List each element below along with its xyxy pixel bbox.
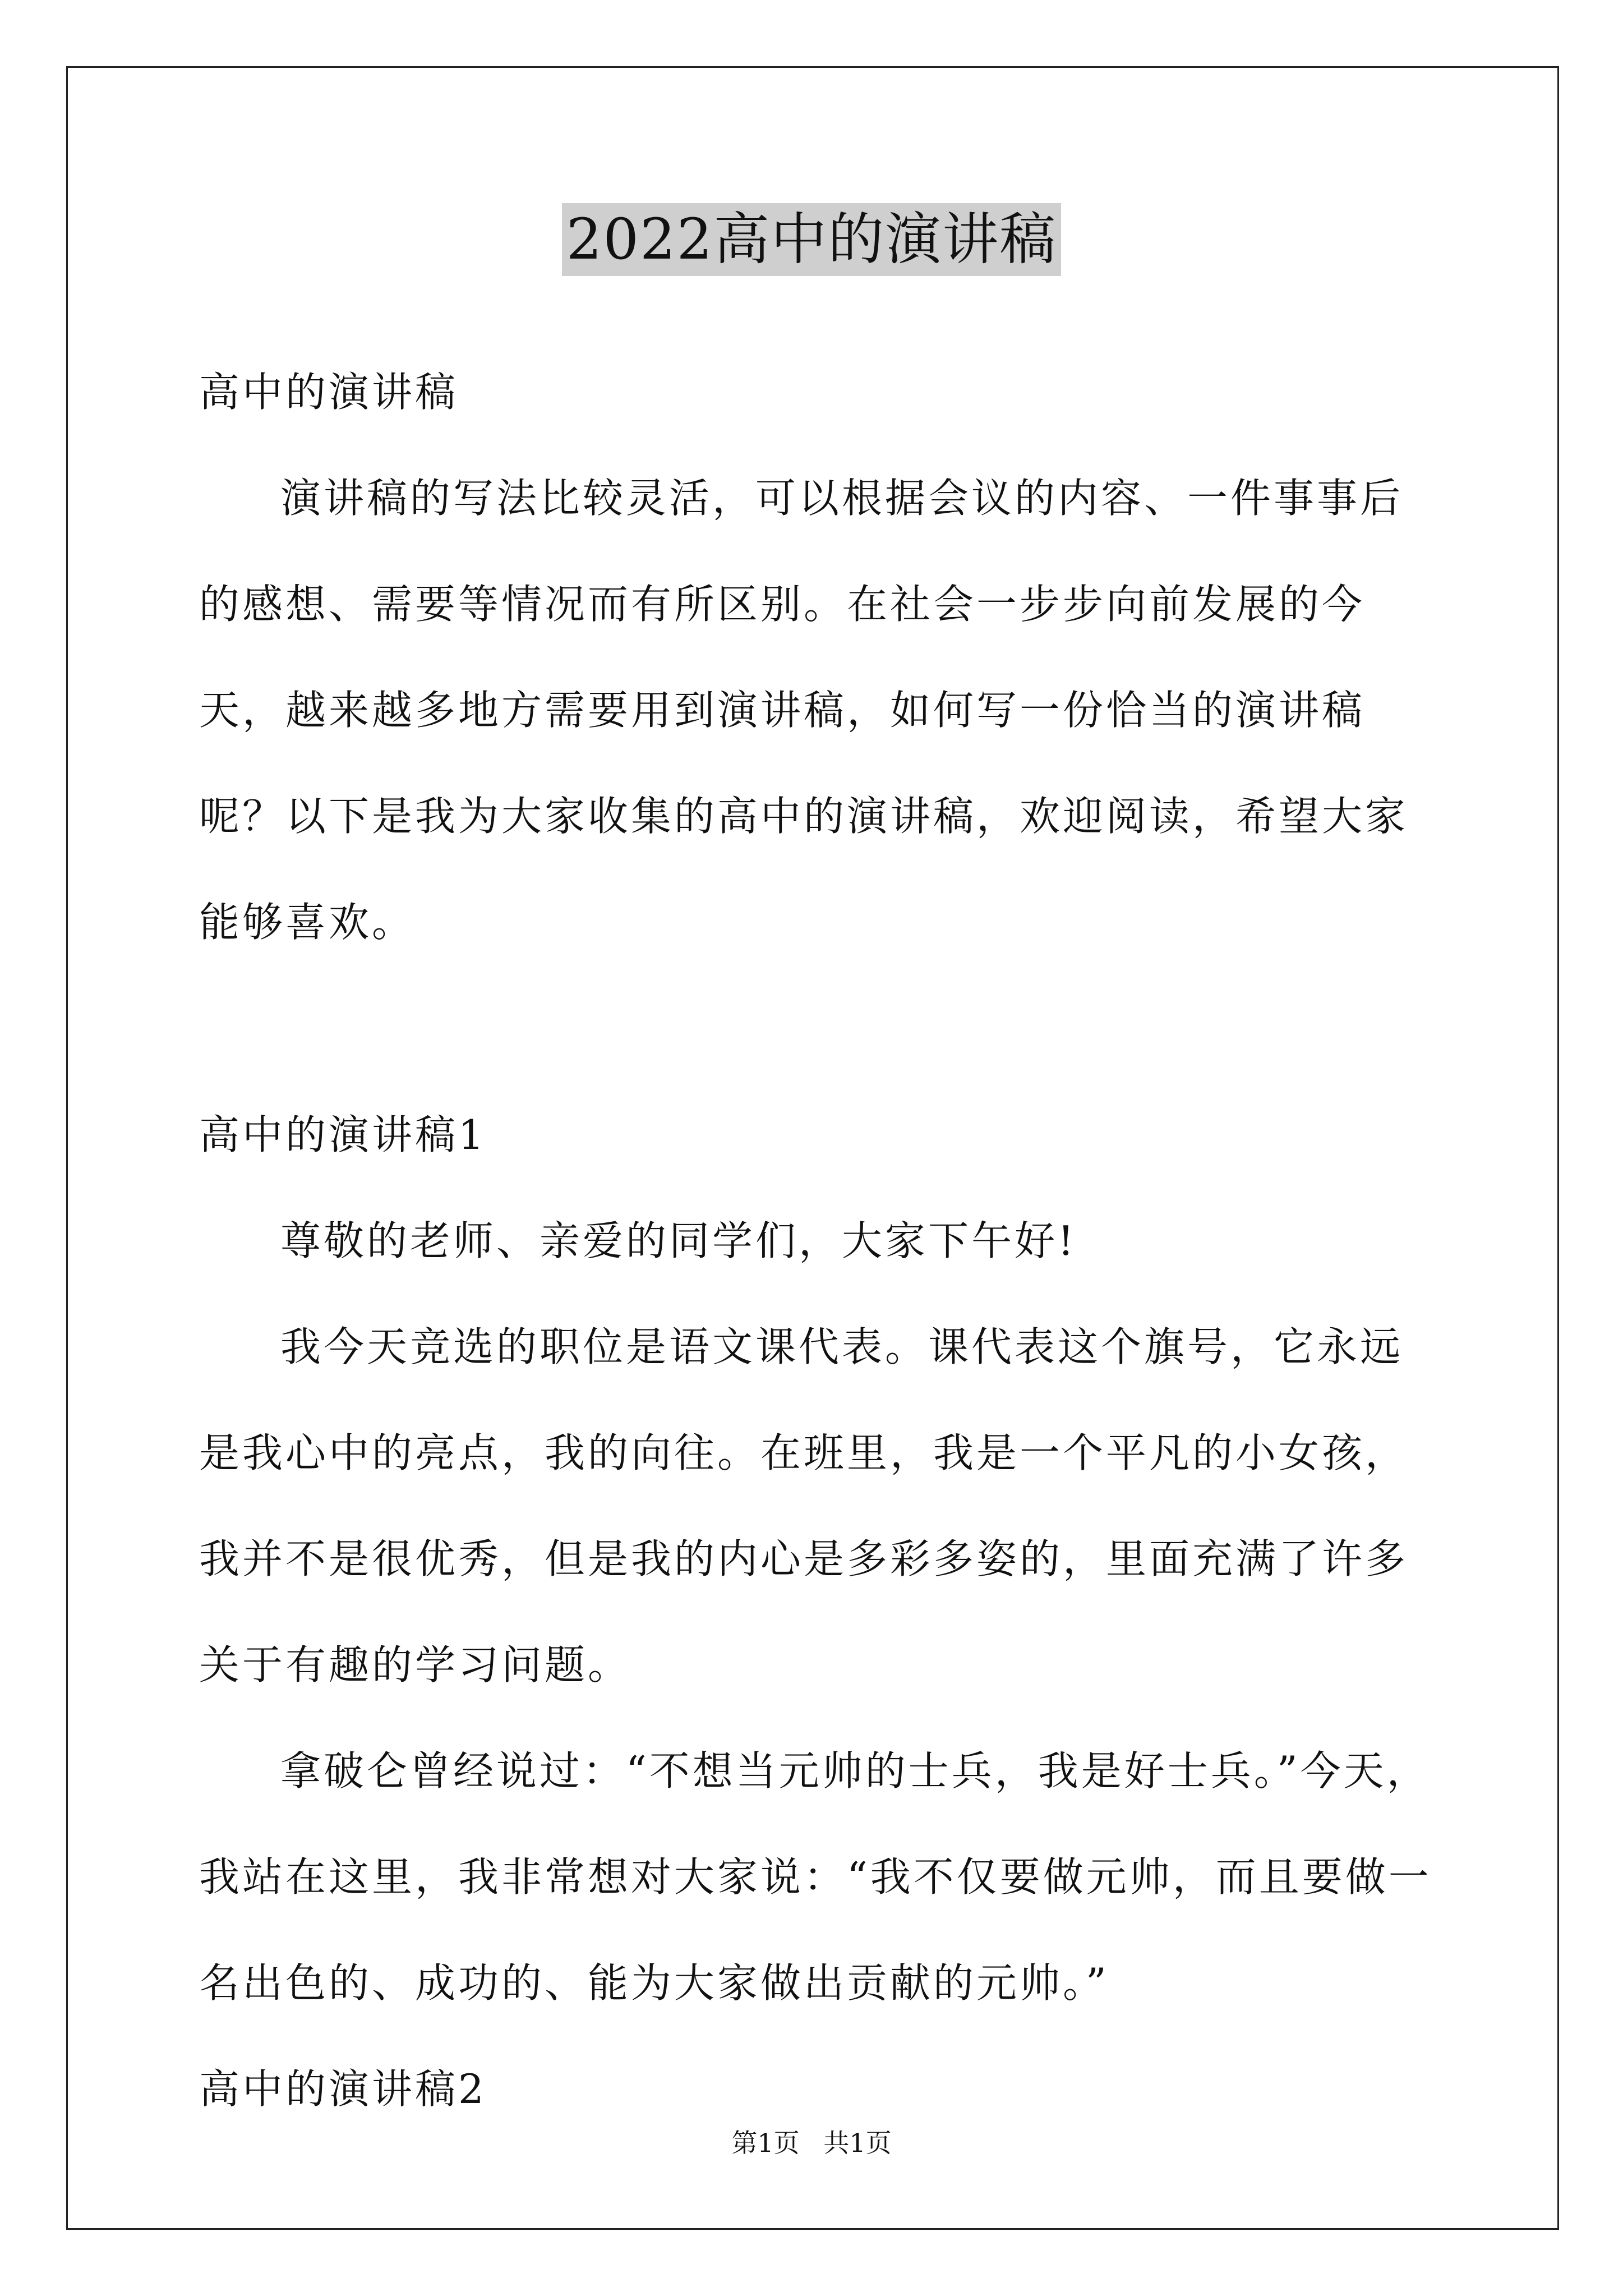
intro-heading: 高中的演讲稿 xyxy=(199,369,459,416)
page-footer xyxy=(0,2126,1623,2160)
page-number-current: 第1页 xyxy=(731,2128,800,2158)
section-gap xyxy=(199,976,1433,1082)
greeting-paragraph: 尊敬的老师、亲爱的同学们，大家下午好! xyxy=(280,1217,1077,1264)
section-heading-1: 高中的演讲稿1 xyxy=(199,1111,487,1158)
page-number-total: 共1页 xyxy=(823,2128,892,2158)
document-body xyxy=(199,339,1433,2142)
document-title-container xyxy=(0,203,1623,276)
body-paragraph-1: 我今天竞选的职位是语文课代表。课代表这个旗号，它永远是我心中的亮点，我的向往。在班里，我是一个平凡的小女孩，我并不是很优秀，但是我的内心是多彩多姿的，里面充满了许多关于有趣的学习问题。 xyxy=(199,1323,1409,1688)
intro-paragraph: 演讲稿的写法比较灵活，可以根据会议的内容、一件事事后的感想、需要等情况而有所区别。在社会一步步向前发展的今天，越来越多地方需要用到演讲稿，如何写一份恰当的演讲稿呢？以下是我为大家收集的高中的演讲稿，欢迎阅读，希望大家能够喜欢。 xyxy=(199,475,1409,946)
section-heading-2: 高中的演讲稿2 xyxy=(199,2065,487,2113)
document-title: 2022高中的演讲稿 xyxy=(562,203,1062,276)
body-paragraph-2: 拿破仑曾经说过：“不想当元帅的士兵，我是好士兵。”今天，我站在这里，我非常想对大家说：“我不仅要做元帅，而且要做一名出色的、成功的、能为大家做出贡献的元帅。” xyxy=(199,1747,1432,2007)
